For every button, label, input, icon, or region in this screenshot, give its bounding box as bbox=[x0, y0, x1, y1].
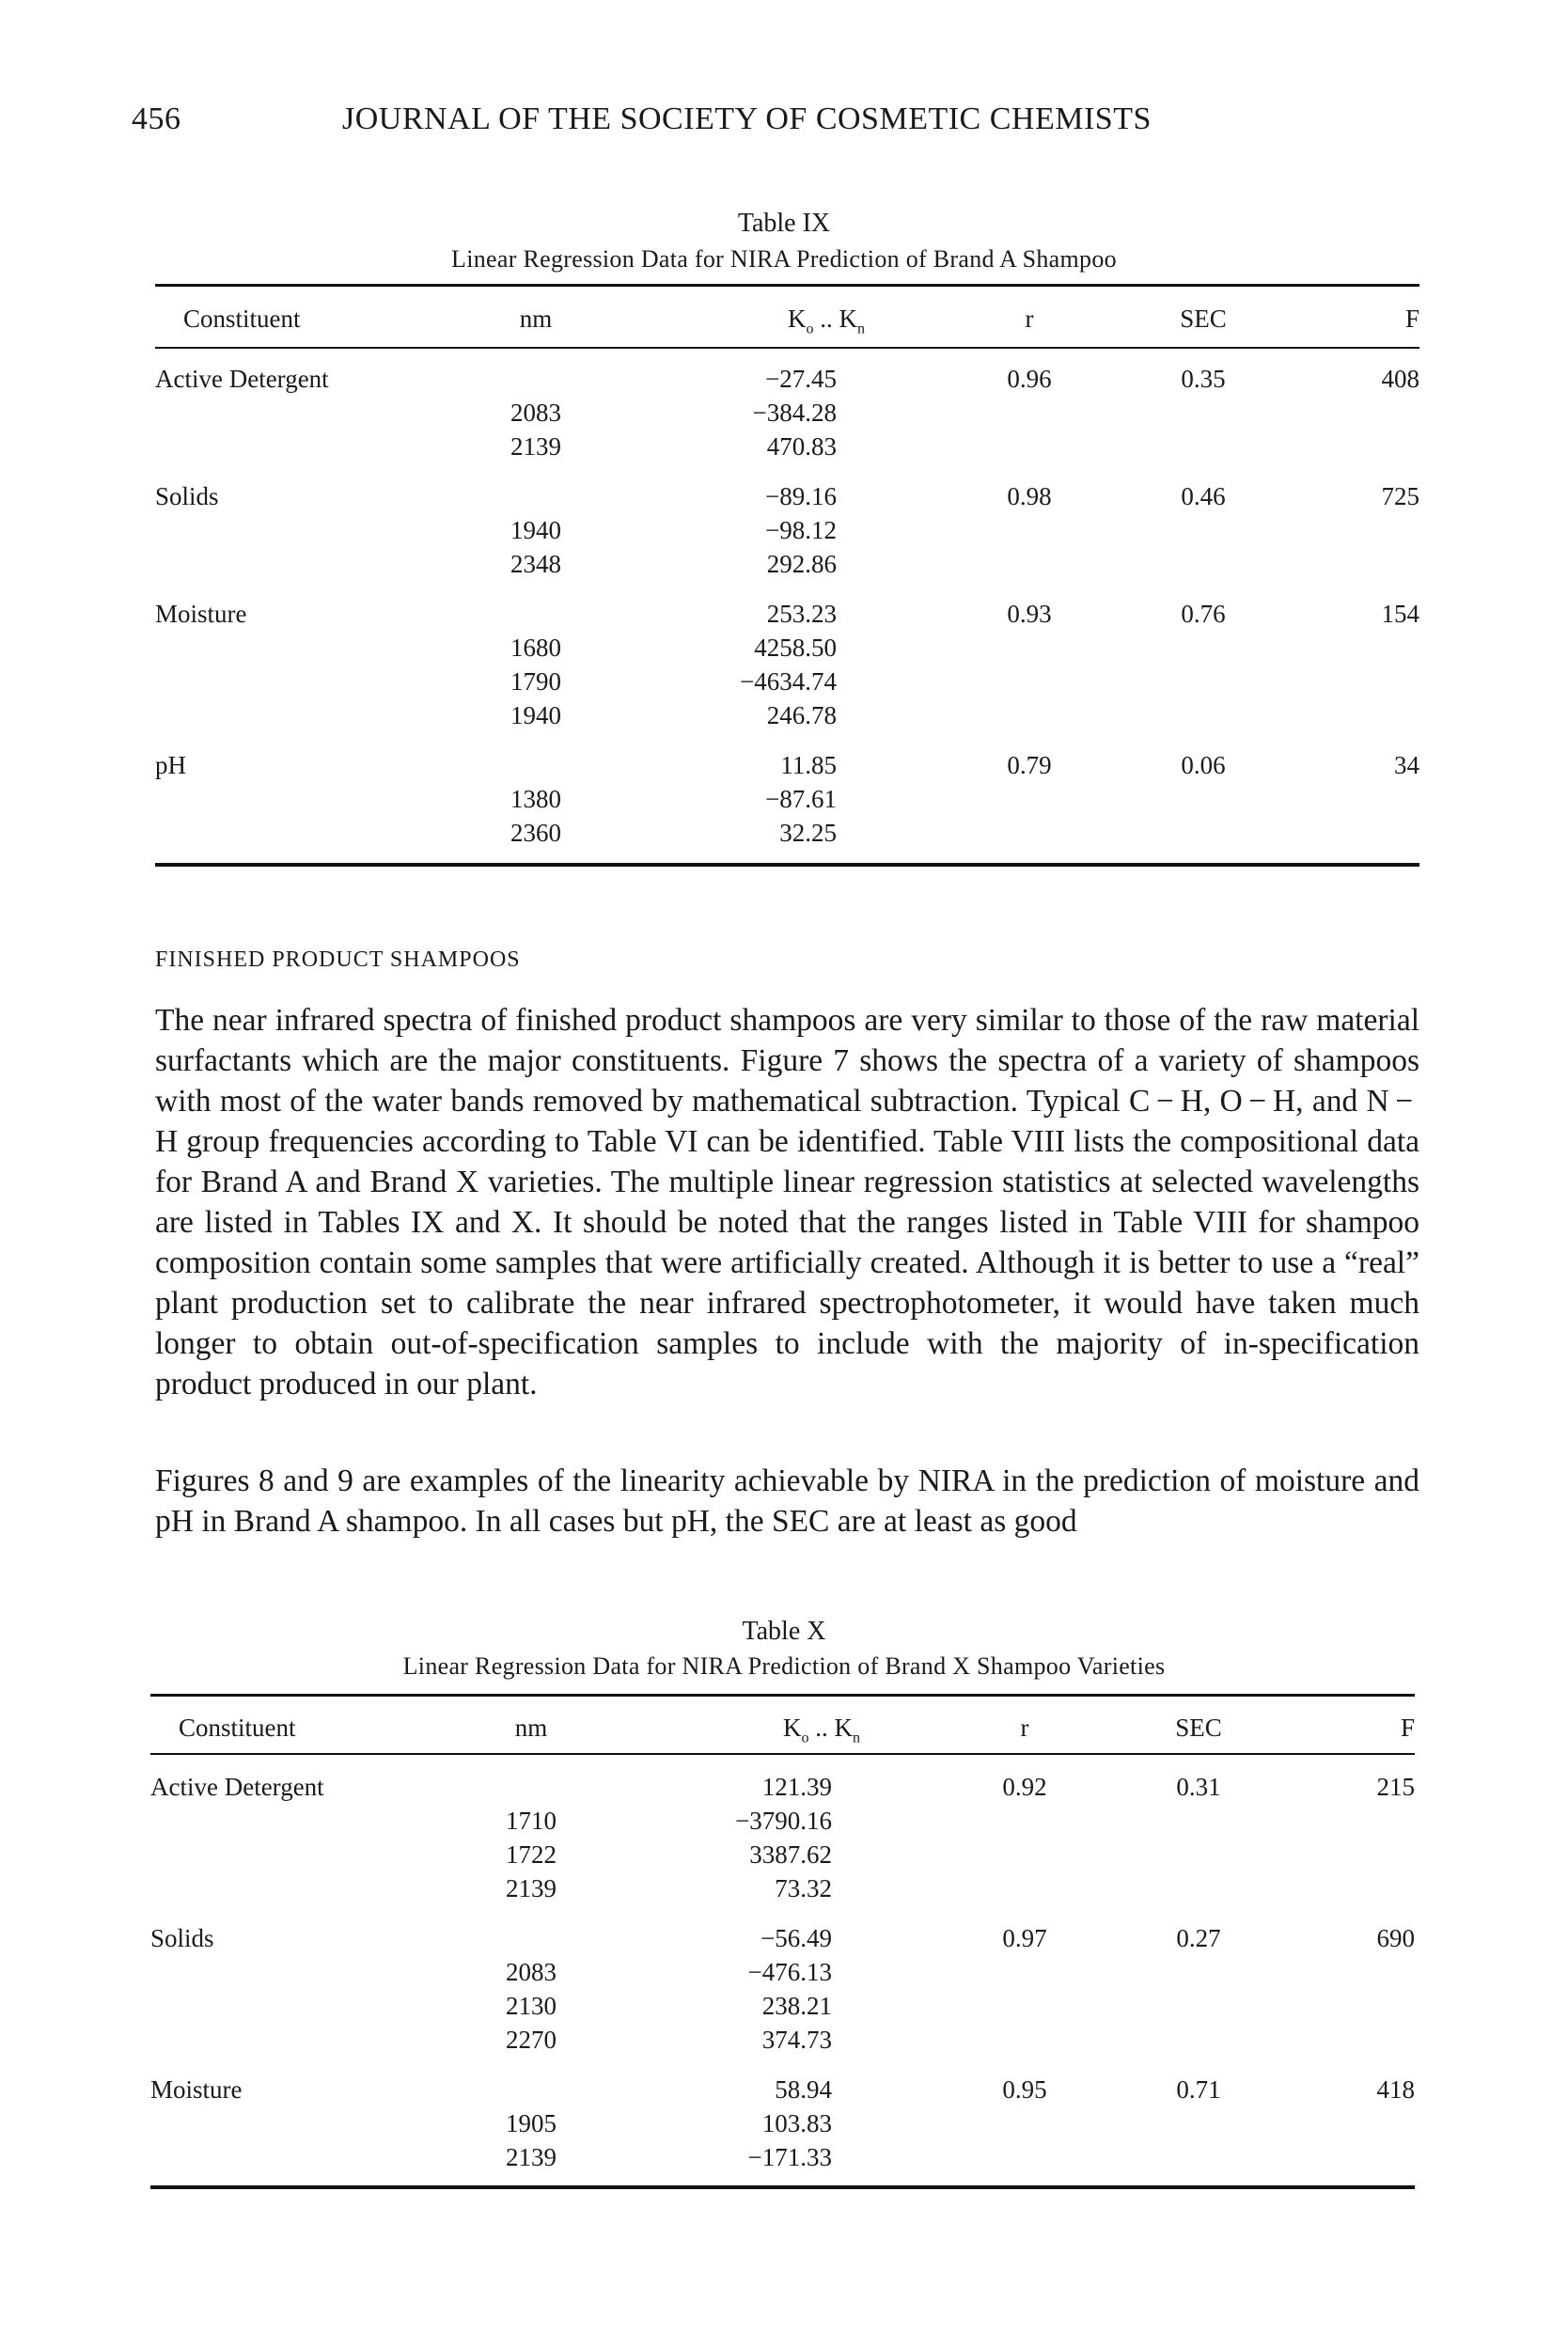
column-header-r: r bbox=[1020, 1714, 1029, 1742]
table-x-header-rule bbox=[150, 1753, 1415, 1755]
table-x-bottom-rule bbox=[150, 2185, 1415, 2189]
r-cell: 0.96 bbox=[1007, 365, 1052, 393]
coefficient-cell: 11.85 bbox=[780, 751, 837, 779]
table-row bbox=[155, 634, 1419, 667]
table-x-body bbox=[150, 1773, 1415, 2177]
column-header-coefficients: $K_o$ .. $K_n$ bbox=[788, 305, 865, 337]
table-header-row bbox=[179, 1714, 1415, 1747]
coefficient-cell: −56.49 bbox=[760, 1924, 832, 1952]
table-row bbox=[150, 1992, 1415, 2026]
constituent-cell: pH bbox=[155, 751, 186, 779]
f-cell: 418 bbox=[1376, 2075, 1415, 2104]
constituent-cell: Solids bbox=[150, 1924, 214, 1952]
constituent-cell: Active Detergent bbox=[155, 365, 329, 393]
nm-cell: 1940 bbox=[510, 516, 561, 544]
sec-cell: 0.76 bbox=[1181, 600, 1226, 628]
table-row bbox=[150, 2026, 1415, 2059]
coefficient-cell: 4258.50 bbox=[754, 634, 837, 662]
nm-cell: 2083 bbox=[506, 1958, 557, 1986]
coefficient-cell: 292.86 bbox=[766, 550, 837, 578]
column-header-nm: nm bbox=[514, 1714, 548, 1742]
table-row bbox=[150, 2143, 1415, 2177]
nm-cell: 2348 bbox=[510, 550, 561, 578]
table-row bbox=[155, 516, 1419, 550]
column-header-constituent: Constituent bbox=[179, 1714, 296, 1742]
nm-cell: 2083 bbox=[510, 399, 561, 427]
r-cell: 0.93 bbox=[1007, 600, 1052, 628]
paragraph-1: The near infrared spectra of finished product shampoos are very similar to those of the raw material surfactants which are the major constituents. Figure 7 shows the spectra of a variety of shampoos with most of the water bands removed by mathematical subtraction. Typical C − H, O − H, and N − H group frequencies according to Table VI can be identified. Table VIII lists the compositional data for Brand A and Brand X varieties. The multiple linear regression statistics at selected wavelengths are listed in Tables IX and X. It should be noted that the ranges listed in Table VIII for shampoo composition contain some samples that were artificially created. Although it is better to use a “real” plant production set to calibrate the near infrared spectrophotometer, it would have taken much longer to obtain out-of-specification samples to include with the majority of in-specification product produced in our plant. bbox=[155, 1003, 1419, 1401]
constituent-cell: Active Detergent bbox=[150, 1773, 324, 1801]
f-cell: 408 bbox=[1381, 365, 1419, 393]
table-x-caption: Linear Regression Data for NIRA Prediction of Brand X Shampoo Varieties bbox=[402, 1652, 1166, 1680]
subscript-n: n bbox=[853, 1730, 860, 1746]
coefficient-cell: −476.13 bbox=[747, 1958, 832, 1986]
nm-cell: 1905 bbox=[506, 2109, 557, 2137]
table-row bbox=[150, 1958, 1415, 1992]
table-ix-top-rule bbox=[155, 284, 1419, 287]
column-header-sec: SEC bbox=[1180, 305, 1227, 333]
sec-cell: 0.27 bbox=[1176, 1924, 1221, 1952]
table-ix-header bbox=[183, 305, 1419, 338]
coefficient-cell: −4634.74 bbox=[740, 667, 837, 696]
table-row bbox=[150, 1773, 1415, 1807]
coefficient-cell: 246.78 bbox=[766, 701, 837, 729]
table-row bbox=[155, 550, 1419, 584]
nm-cell: 2139 bbox=[506, 2143, 557, 2171]
coefficient-cell: −89.16 bbox=[765, 482, 837, 510]
coefficient-cell: 58.94 bbox=[775, 2075, 832, 2104]
subscript-o: o bbox=[806, 321, 814, 337]
table-row bbox=[155, 365, 1419, 399]
coefficient-cell: −87.61 bbox=[765, 785, 837, 813]
coefficient-cell: 253.23 bbox=[766, 600, 837, 628]
coefficient-cell: −27.45 bbox=[765, 365, 837, 393]
sec-cell: 0.31 bbox=[1176, 1773, 1221, 1801]
journal-title: JOURNAL OF THE SOCIETY OF COSMETIC CHEMISTS bbox=[342, 102, 1152, 136]
coefficient-cell: 73.32 bbox=[775, 1874, 832, 1902]
coefficient-cell: −384.28 bbox=[752, 399, 837, 427]
nm-cell: 2270 bbox=[506, 2026, 557, 2054]
sec-cell: 0.35 bbox=[1181, 365, 1226, 393]
coefficient-cell: 121.39 bbox=[761, 1773, 832, 1801]
coefficient-cell: 470.83 bbox=[766, 432, 837, 461]
page-number: 456 bbox=[132, 102, 181, 136]
running-header bbox=[132, 102, 1152, 137]
r-cell: 0.92 bbox=[1002, 1773, 1047, 1801]
column-header-coefficients: $K_o$ .. $K_n$ bbox=[783, 1714, 860, 1746]
table-x-top-rule bbox=[150, 1694, 1415, 1697]
section-heading: FINISHED PRODUCT SHAMPOOS bbox=[155, 947, 521, 972]
column-header-r: r bbox=[1025, 305, 1034, 333]
table-row bbox=[155, 667, 1419, 701]
table-row bbox=[150, 2075, 1415, 2109]
table-row bbox=[155, 819, 1419, 853]
r-cell: 0.95 bbox=[1002, 2075, 1047, 2104]
table-row bbox=[155, 751, 1419, 785]
nm-cell: 1722 bbox=[506, 1840, 557, 1869]
nm-cell: 1940 bbox=[510, 701, 561, 729]
constituent-cell: Moisture bbox=[155, 600, 247, 628]
table-row bbox=[155, 399, 1419, 432]
table-row bbox=[155, 482, 1419, 516]
nm-cell: 1710 bbox=[506, 1807, 557, 1835]
coefficient-cell: 238.21 bbox=[761, 1992, 832, 2020]
table-ix-bottom-rule bbox=[155, 863, 1419, 867]
table-row bbox=[155, 785, 1419, 819]
table-row bbox=[150, 2109, 1415, 2143]
table-ix-caption: Linear Regression Data for NIRA Prediction of Brand A Shampoo bbox=[451, 245, 1117, 273]
column-header-constituent: Constituent bbox=[183, 305, 301, 333]
coefficient-cell: 103.83 bbox=[761, 2109, 832, 2137]
nm-cell: 1380 bbox=[510, 785, 561, 813]
coefficient-cell: −98.12 bbox=[765, 516, 837, 544]
table-header-row bbox=[183, 305, 1419, 338]
f-cell: 34 bbox=[1394, 751, 1419, 779]
column-header-f: F bbox=[1400, 1714, 1415, 1742]
table-row bbox=[150, 1840, 1415, 1874]
table-x-title: Table X bbox=[742, 1617, 826, 1646]
nm-cell: 2130 bbox=[506, 1992, 557, 2020]
table-row bbox=[155, 701, 1419, 735]
constituent-cell: Moisture bbox=[150, 2075, 243, 2104]
column-header-sec: SEC bbox=[1175, 1714, 1222, 1742]
subscript-n: n bbox=[857, 321, 865, 337]
nm-cell: 1680 bbox=[510, 634, 561, 662]
coefficient-cell: 374.73 bbox=[761, 2026, 832, 2054]
table-row bbox=[150, 1807, 1415, 1840]
coefficient-cell: −3790.16 bbox=[735, 1807, 832, 1835]
f-cell: 215 bbox=[1376, 1773, 1415, 1801]
table-x-header bbox=[179, 1714, 1415, 1747]
r-cell: 0.79 bbox=[1007, 751, 1052, 779]
r-cell: 0.98 bbox=[1007, 482, 1052, 510]
table-ix-header-rule bbox=[155, 347, 1419, 349]
nm-cell: 2360 bbox=[510, 819, 561, 847]
table-ix-body bbox=[155, 365, 1419, 853]
nm-cell: 2139 bbox=[506, 1874, 557, 1902]
table-row bbox=[155, 600, 1419, 634]
table-row bbox=[150, 1874, 1415, 1908]
sec-cell: 0.06 bbox=[1181, 751, 1226, 779]
column-header-nm: nm bbox=[519, 305, 553, 333]
nm-cell: 2139 bbox=[510, 432, 561, 461]
paragraph-2: Figures 8 and 9 are examples of the linearity achievable by NIRA in the prediction of moisture and pH in Brand A shampoo. In all cases but pH, the SEC are at least as good bbox=[155, 1464, 1419, 1539]
f-cell: 154 bbox=[1381, 600, 1419, 628]
f-cell: 725 bbox=[1381, 482, 1419, 510]
coefficient-cell: −171.33 bbox=[747, 2143, 832, 2171]
f-cell: 690 bbox=[1376, 1924, 1415, 1952]
sec-cell: 0.46 bbox=[1181, 482, 1226, 510]
sec-cell: 0.71 bbox=[1176, 2075, 1221, 2104]
table-row bbox=[150, 1924, 1415, 1958]
constituent-cell: Solids bbox=[155, 482, 219, 510]
coefficient-cell: 3387.62 bbox=[749, 1840, 832, 1869]
r-cell: 0.97 bbox=[1002, 1924, 1047, 1952]
coefficient-cell: 32.25 bbox=[779, 819, 837, 847]
column-header-f: F bbox=[1404, 305, 1419, 333]
subscript-o: o bbox=[801, 1730, 809, 1746]
nm-cell: 1790 bbox=[510, 667, 561, 696]
table-ix-title: Table IX bbox=[737, 209, 831, 238]
table-row bbox=[155, 432, 1419, 466]
